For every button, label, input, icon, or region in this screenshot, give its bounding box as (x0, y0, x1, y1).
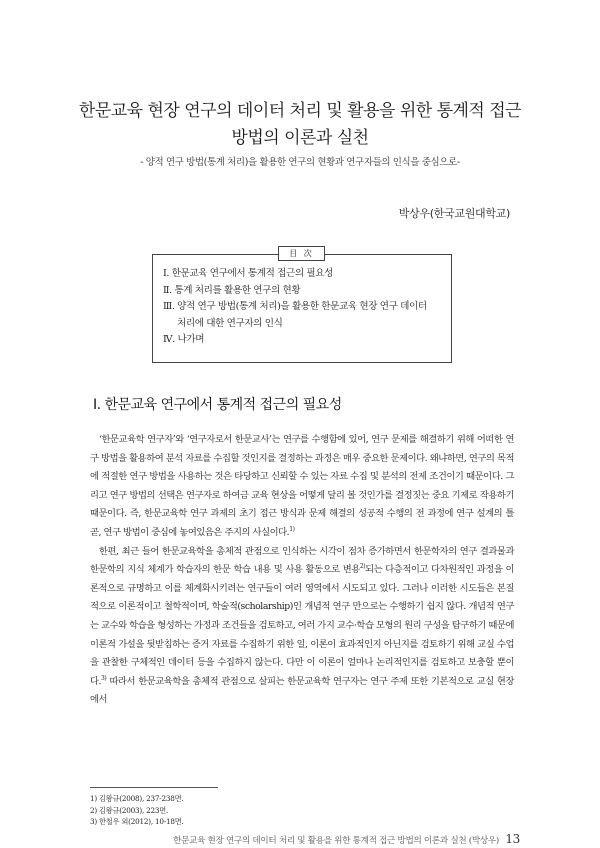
footnote-ref-3: 3) (101, 674, 107, 682)
title-line-2: 방법의 이론과 실천 (231, 128, 369, 148)
toc-label: 目 次 (278, 246, 325, 261)
page-number: 13 (505, 832, 520, 846)
paragraph-2 (90, 543, 514, 710)
author-affiliation: 박상우(한국교원대학교) (398, 207, 510, 220)
paragraph-2-text-b: 되는 다층적이고 다차원적인 과정을 이론적으로 규명하고 이를 체계화시키려는 연구들이 여러 영역에서 시도되고 있다. 그러나 이러한 시도들은 본질적으로 이론적이고 철학적이며, 학술적(scholarship)인 개념적 연구 만으로는 수행하기 쉽지 않다. 개념적 연구는 교수와 학습을 형성하는 가정과 조건들을 검토하고, 여러 가지 교수·학습 모형의 원리 구성을 탐구하기 때문에 이론적 가설을 뒷받침하는 증거 자료를 수집하기 위한 일, 이론이 효과적인지 아닌지를 검토하기 위해 교실 수업을 관찰한 구체적인 데이터 등을 수집하지 않는다. 다만 이 이론이 얼마나 논리적인지를 검토하고 보충할 뿐이다. (90, 564, 514, 687)
paragraph-2-text-c: 따라서 한문교육학을 총체적 관점으로 살피는 한문교육학 연구자는 연구 주제 또한 기본적으로 교실 현장에서 (90, 675, 514, 706)
paragraph-1 (90, 431, 514, 543)
running-header-text: 한문교육 현장 연구의 데이터 처리 및 활용을 위한 통계적 접근 방법의 이론과 실천 (박상우) (173, 836, 499, 846)
paper-subtitle: - 양적 연구 방법(통계 처리)을 활용한 연구의 현황과 연구자들의 인식을 중심으로- (140, 157, 460, 168)
toc-item-4: Ⅳ. 나가며 (163, 334, 205, 345)
paper-title (70, 98, 530, 152)
footnote-ref-1: 1) (289, 525, 295, 533)
toc-item-3: Ⅲ. 양적 연구 방법(통계 처리)을 활용한 한문교육 현장 연구 데이터 (163, 301, 427, 312)
paragraph-2-text-a: 한편, 최근 들어 한문교육학을 총체적 관점으로 인식하는 시각이 점차 증가하면서 한문학자의 연구 결과물과 한문학의 지식 체계가 학습자의 한문 학습 내용 및 사용 활동으로 변용 (90, 545, 514, 576)
footnotes (90, 793, 184, 828)
footnote-divider (90, 787, 218, 788)
toc-list (163, 266, 445, 349)
toc-item-2: Ⅱ. 통계 처리를 활용한 연구의 현황 (163, 284, 301, 296)
paragraph-1-text: ‘한문교육학 연구자’와 ‘연구자로서 한문교사’는 연구를 수행함에 있어, 연구 문제를 해결하기 위해 어떠한 연구 방법을 활용하여 분석 자료를 수집할 것인지를 결정하는 과정은 매우 중요한 문제이다. 왜냐하면, 연구의 목적에 적절한 연구 방법을 사용하는 것은 타당하고 신뢰할 수 있는 자료 수집 및 분석의 전제 조건이기 때문이다. 그리고 연구 방법의 선택은 연구자로 하여금 교육 현상을 어떻게 달리 볼 것인가를 결정짓는 중요 기제로 작용하기 때문이다. 즉, 한문교육학 연구 과제의 초기 접근 방식과 문제 해결의 성공적 수행의 전 과정에 연구 설계의 틀 곧, 연구 방법이 중심에 놓여있음은 주지의 사실이다. (90, 434, 514, 538)
toc-item-3-continued: 처리에 대한 연구자의 인식 (177, 317, 283, 329)
footnote-ref-2: 2) (359, 563, 366, 571)
footnote-3: 3) 한철우 외(2012), 10-18면. (90, 817, 184, 826)
running-footer (173, 832, 520, 846)
footnote-2: 2) 김왕규(2003), 223면. (90, 805, 169, 815)
section-heading: Ⅰ. 한문교육 연구에서 통계적 접근의 필요성 (93, 397, 342, 413)
title-line-1: 한문교육 현장 연구의 데이터 처리 및 활용을 위한 통계적 접근 (78, 101, 522, 121)
body-text (90, 431, 514, 710)
footnote-1: 1) 김왕규(2008), 237-238면. (90, 794, 184, 803)
toc-item-1: Ⅰ. 한문교육 연구에서 통계적 접근의 필요성 (163, 268, 334, 279)
